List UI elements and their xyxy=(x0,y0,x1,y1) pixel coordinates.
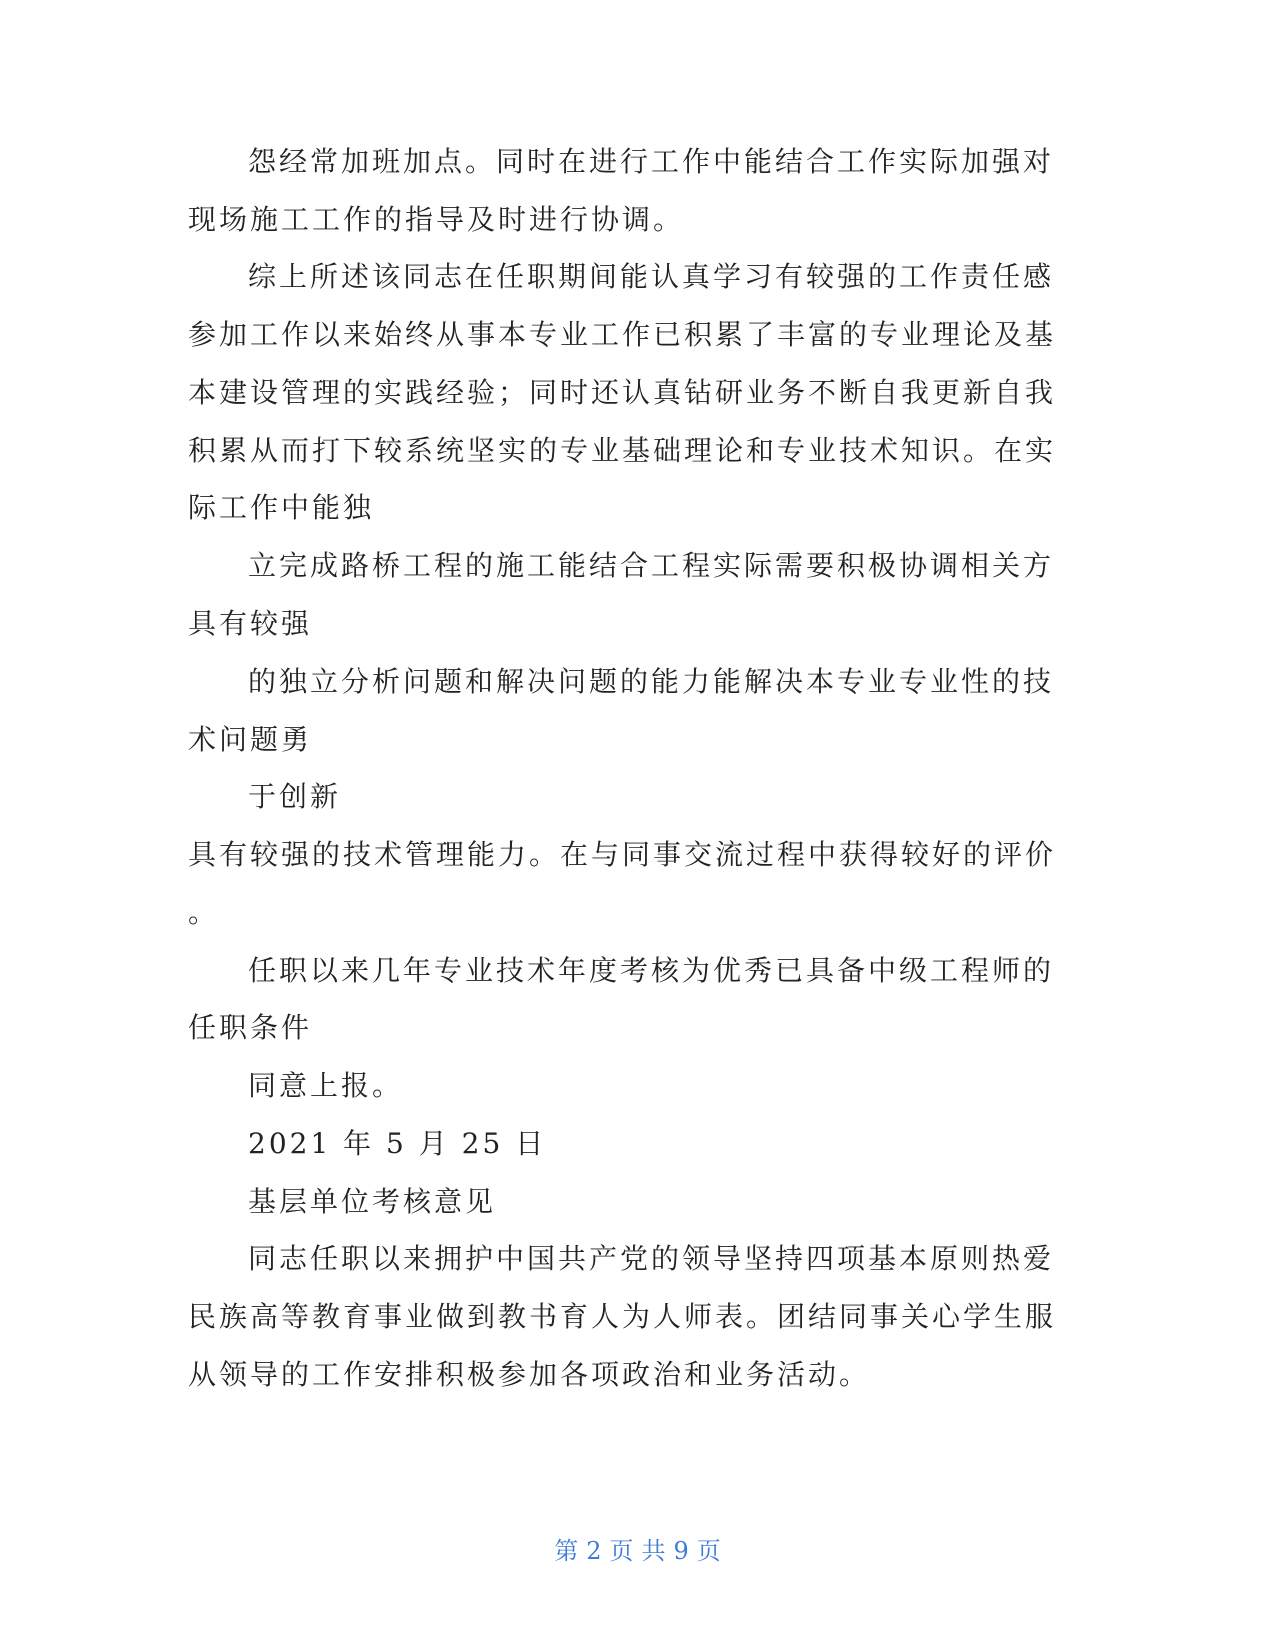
footer-total-label: 共 xyxy=(641,1537,666,1565)
body-line: 综上所述该同志在任职期间能认真学习有较强的工作责任感 xyxy=(248,260,1055,293)
body-line: 任职以来几年专业技术年度考核为优秀已具备中级工程师的 xyxy=(248,954,1055,987)
body-line: 同意上报。 xyxy=(248,1069,404,1102)
body-line: 术问题勇 xyxy=(188,723,313,756)
body-line: 同志任职以来拥护中国共产党的领导坚持四项基本原则热爱 xyxy=(248,1242,1055,1275)
body-line: 参加工作以来始终从事本专业工作已积累了丰富的专业理论及基 xyxy=(188,318,1057,351)
body-line: 积累从而打下较系统坚实的专业基础理论和专业技术知识。在实 xyxy=(188,434,1057,467)
page-number-footer xyxy=(0,1534,1275,1568)
body-line: 民族高等教育事业做到教书育人为人师表。团结同事关心学生服 xyxy=(188,1300,1057,1333)
body-line: 任职条件 xyxy=(188,1011,313,1044)
body-line: 具有较强的技术管理能力。在与同事交流过程中获得较好的评价 xyxy=(188,838,1057,871)
footer-total-unit: 页 xyxy=(696,1537,721,1565)
body-line: 具有较强 xyxy=(188,607,313,640)
body-line: 从领导的工作安排积极参加各项政治和业务活动。 xyxy=(188,1358,871,1391)
body-line: 立完成路桥工程的施工能结合工程实际需要积极协调相关方 xyxy=(248,549,1055,582)
section-heading: 基层单位考核意见 xyxy=(248,1185,497,1218)
footer-total-pages: 9 xyxy=(673,1537,689,1565)
footer-current-page: 2 xyxy=(586,1537,602,1565)
body-line: 于创新 xyxy=(248,780,342,813)
body-line: 。 xyxy=(188,896,220,929)
body-line: 怨经常加班加点。同时在进行工作中能结合工作实际加强对 xyxy=(248,145,1055,178)
body-line: 本建设管理的实践经验；同时还认真钻研业务不断自我更新自我 xyxy=(188,376,1057,409)
footer-page-unit: 页 xyxy=(609,1537,634,1565)
body-line: 际工作中能独 xyxy=(188,491,375,524)
body-line: 现场施工工作的指导及时进行协调。 xyxy=(188,203,685,236)
date-line: 2021 年 5 月 25 日 xyxy=(248,1127,547,1160)
body-line: 的独立分析问题和解决问题的能力能解决本专业专业性的技 xyxy=(248,665,1055,698)
footer-prefix: 第 xyxy=(554,1537,579,1565)
